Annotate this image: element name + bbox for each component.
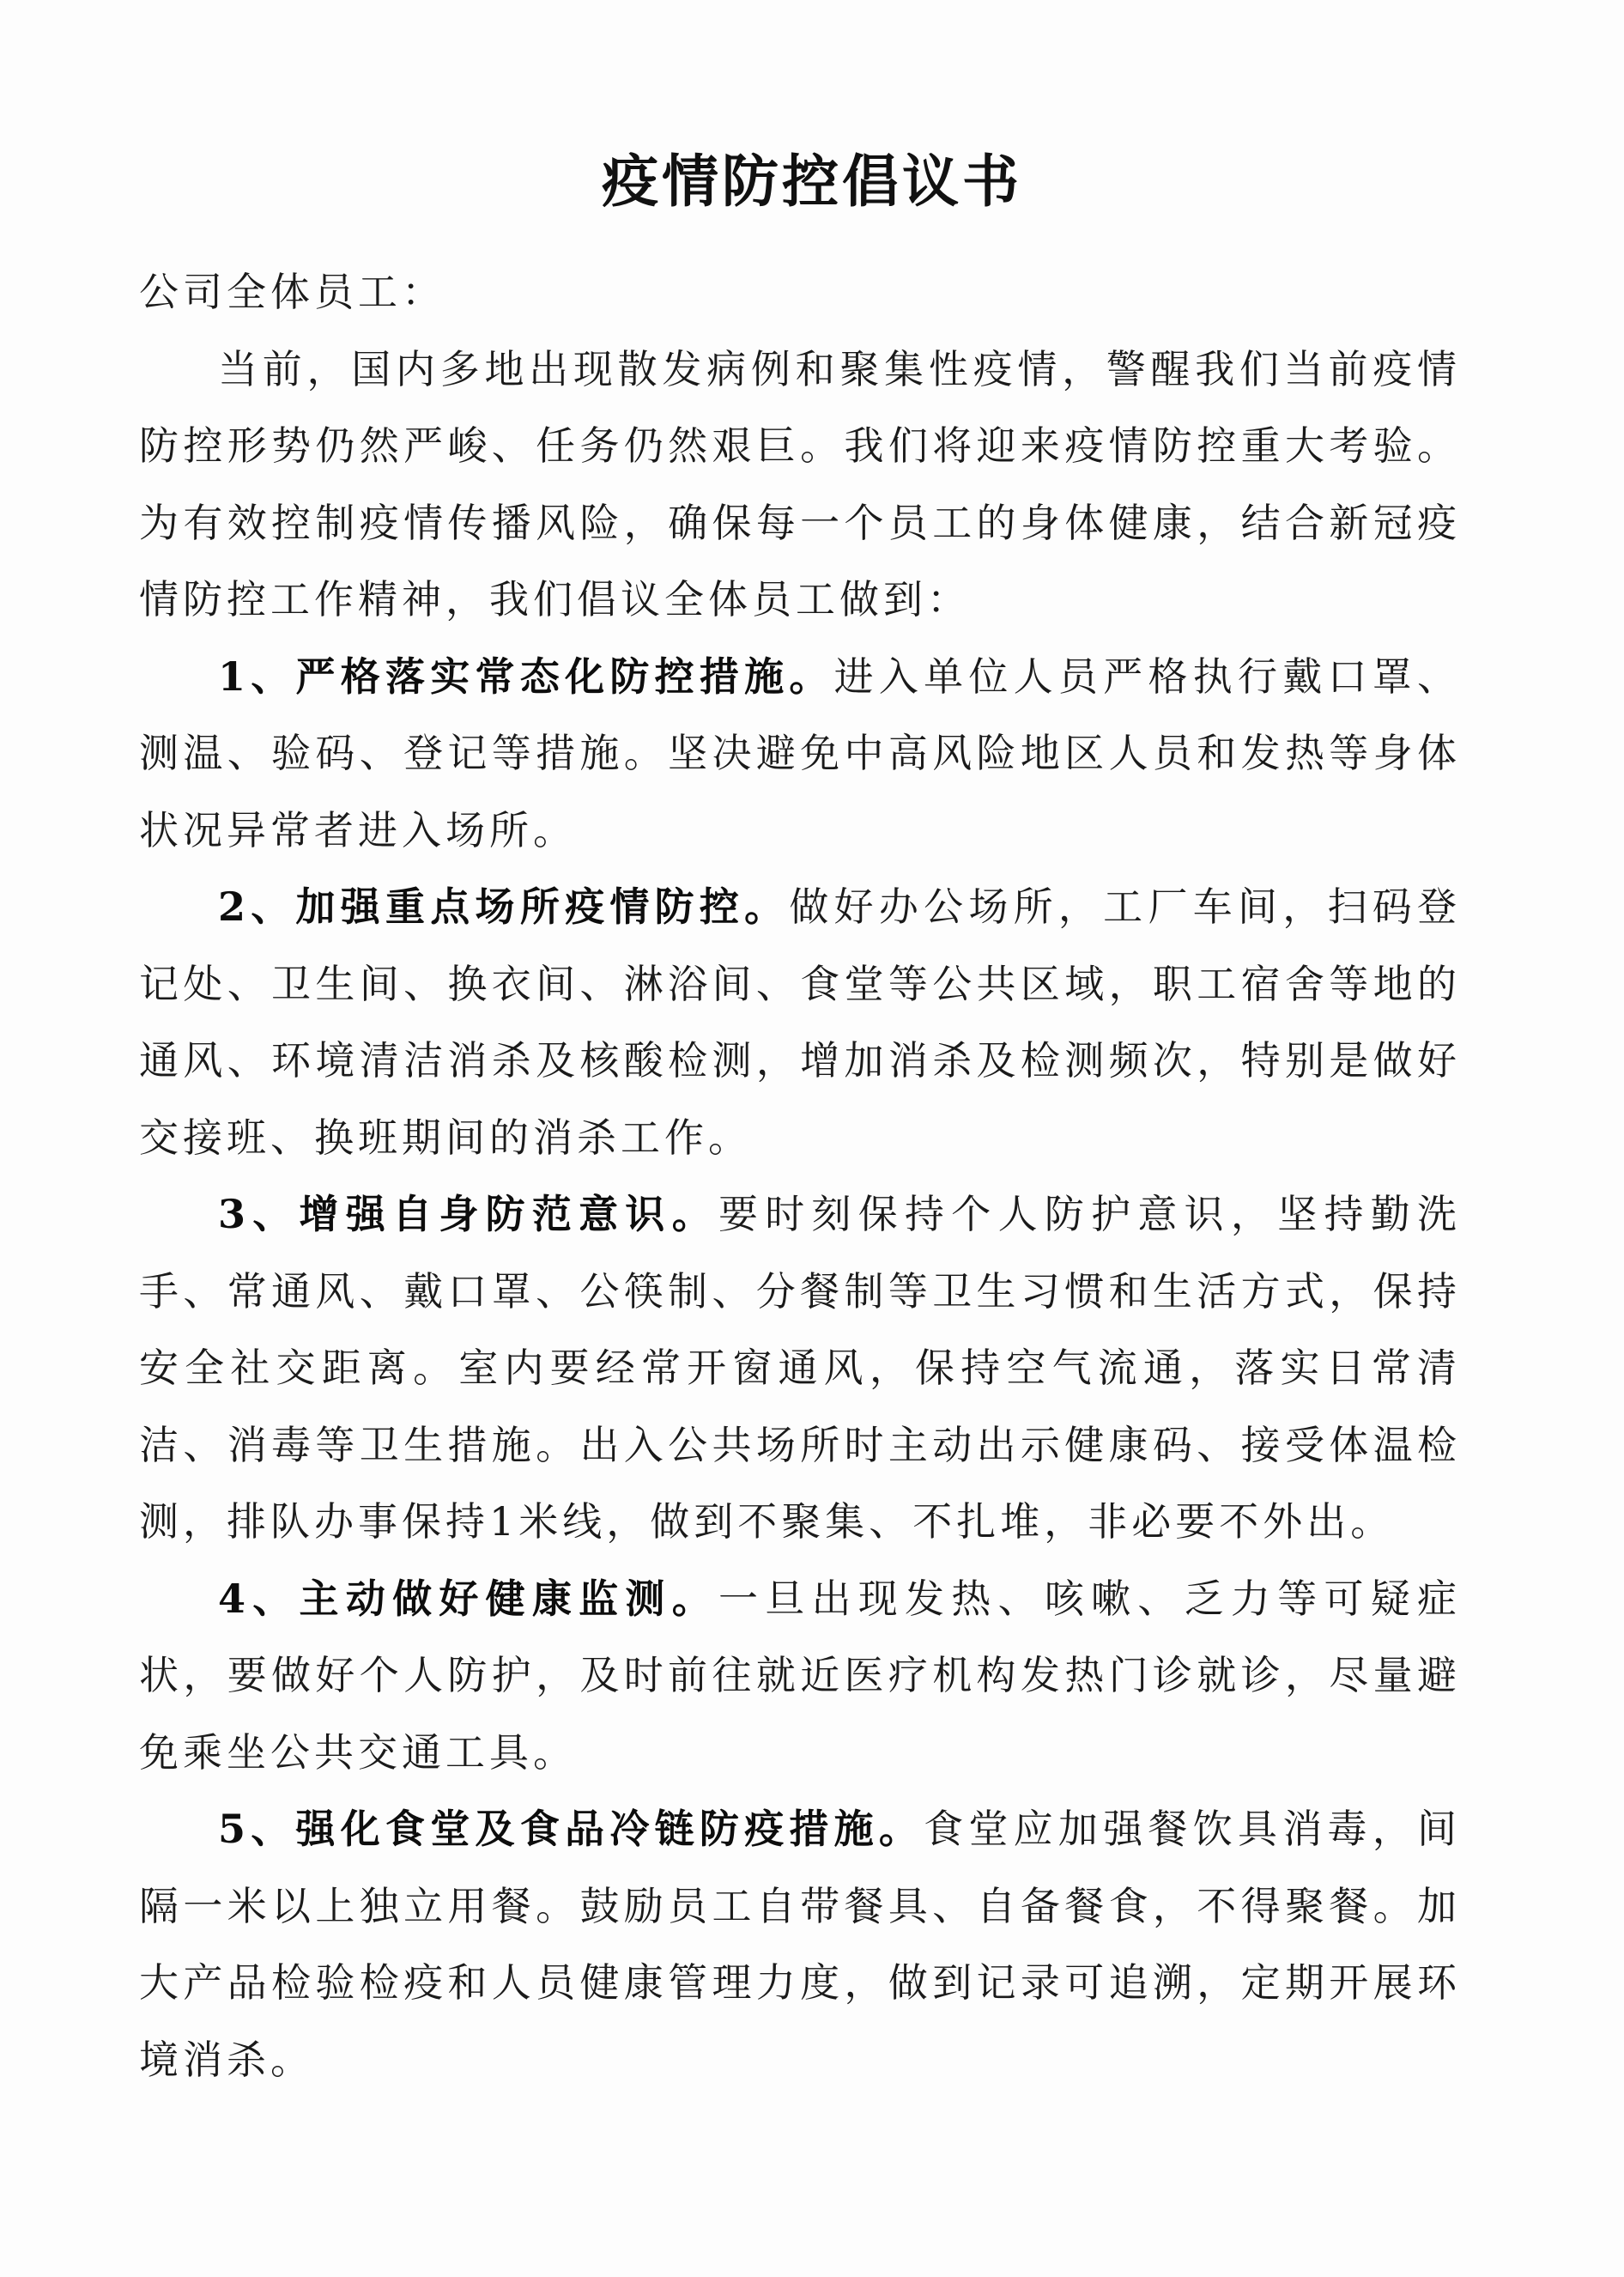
- item-text-2: 做好办公场所，工厂车间，扫码登记处、卫生间、换衣间、淋浴间、食堂等公共区域，职工宿舍等地的通风、环境清洁消杀及核酸检测，增加消杀及检测频次，特别是做好交接班、换班期间的消杀工作。: [139, 883, 1461, 1161]
- item-text-5: 食堂应加强餐饮具消毒，间隔一米以上独立用餐。鼓励员工自带餐具、自备餐食，不得聚餐。加大产品检验检疫和人员健康管理力度，做到记录可追溯，定期开展环境消杀。: [139, 1806, 1462, 2083]
- item-paragraph-5: [139, 1791, 1461, 2098]
- intro-paragraph: 当前，国内多地出现散发病例和聚集性疫情，警醒我们当前疫情防控形势仍然严峻、任务仍然艰巨。我们将迎来疫情防控重大考验。为有效控制疫情传播风险，确保每一个员工的身体健康，结合新冠疫情防控工作精神，我们倡议全体员工做到：: [139, 345, 1461, 622]
- item-heading-3: 3、增强自身防范意识。: [218, 1191, 718, 1237]
- item-paragraph-1: [139, 639, 1461, 870]
- document-title: 疫情防控倡议书: [602, 148, 1022, 215]
- item-paragraph-2: [139, 869, 1461, 1176]
- item-heading-1: 1、严格落实常态化防控措施。: [218, 653, 834, 700]
- item-heading-2: 2、加强重点场所疫情防控。: [218, 883, 790, 930]
- document-body: [139, 254, 1461, 2098]
- item-text-4: 一旦出现发热、咳嗽、乏力等可疑症状，要做好个人防护，及时前往就近医疗机构发热门诊就诊，尽量避免乘坐公共交通工具。: [139, 1575, 1461, 1776]
- item-heading-4: 4、主动做好健康监测。: [218, 1575, 718, 1622]
- item-paragraph-3: [139, 1176, 1461, 1561]
- item-text-1: 进入单位人员严格执行戴口罩、测温、验码、登记等措施。坚决避免中高风险地区人员和发热等身体状况异常者进入场所。: [139, 653, 1462, 853]
- salutation: 公司全体员工：: [139, 269, 445, 315]
- item-heading-5: 5、强化食堂及食品冷链防疫措施。: [218, 1806, 924, 1852]
- item-paragraph-4: [139, 1561, 1461, 1792]
- item-text-3: 要时刻保持个人防护意识，坚持勤洗手、常通风、戴口罩、公筷制、分餐制等卫生习惯和生活方式，保持安全社交距离。室内要经常开窗通风，保持空气流通，落实日常清洁、消毒等卫生措施。出入公共场所时主动出示健康码、接受体温检测，排队办事保持1米线，做到不聚集、不扎堆，非必要不外出。: [139, 1191, 1461, 1545]
